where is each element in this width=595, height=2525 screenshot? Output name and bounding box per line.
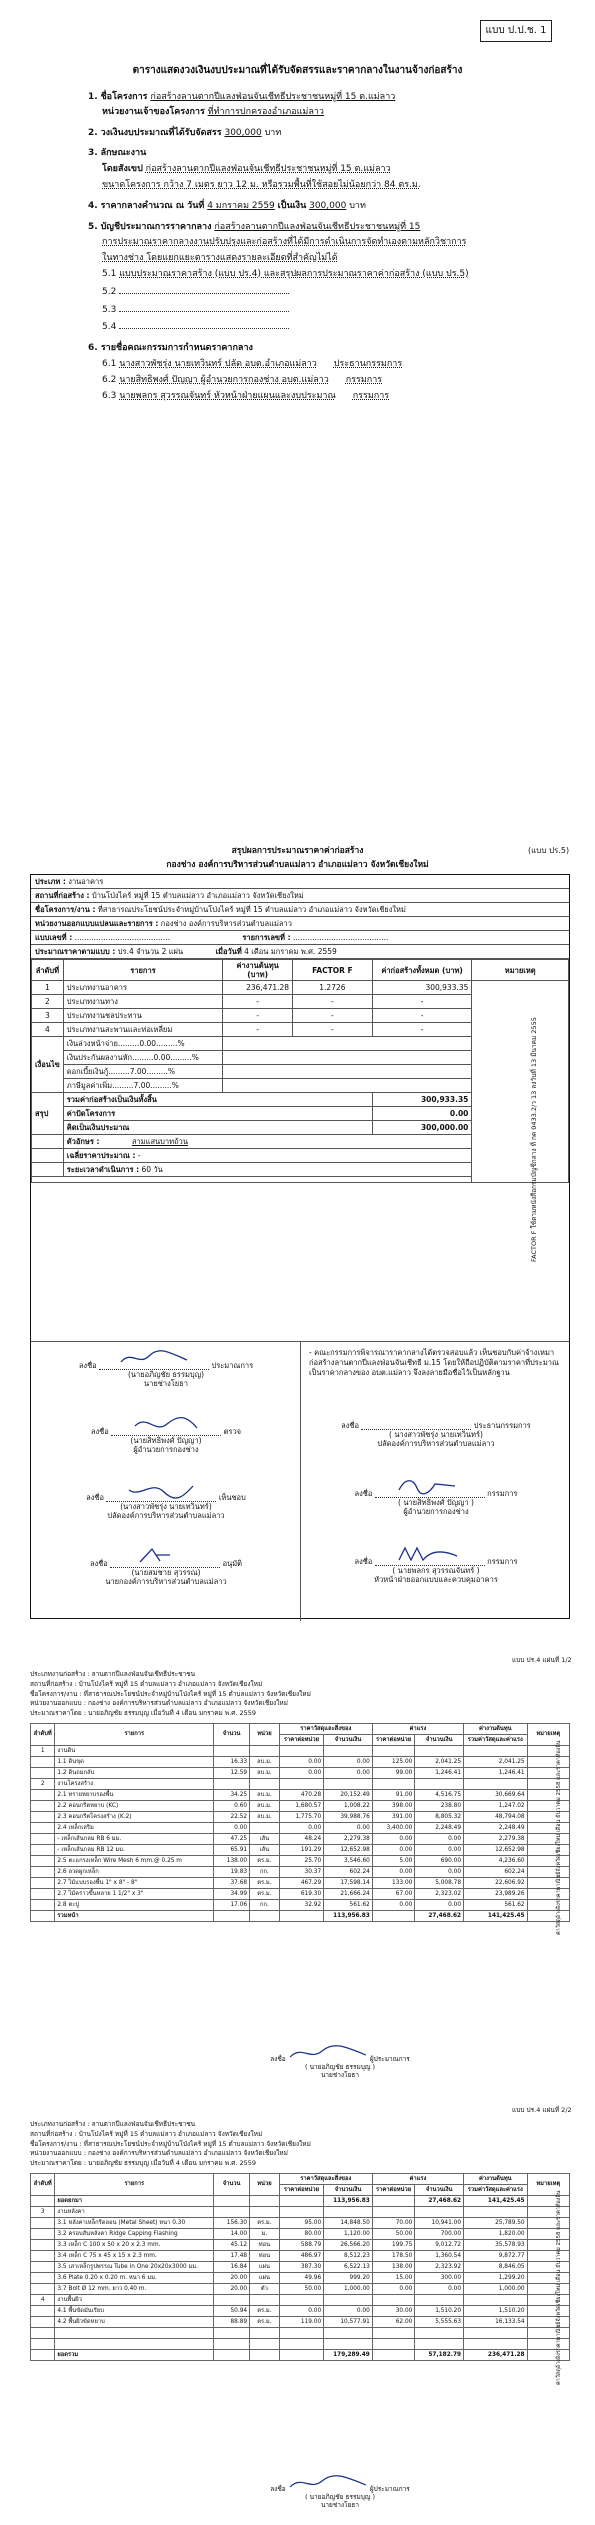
sub-line-5-1: 5.1 แบบประมาณราคาสร้าง (แบบ ปร.4) และสรุปผลการประมาณราคาค่าก่อสร้าง (แบบ ปร.5) xyxy=(102,268,469,279)
item-price-list: 5. บัญชีประมาณการราคากลาง ก่อสร้างลานตากปีแลงฟ่อนจันเชีทธีประชาชนหมู่ที่ 15 การประมาณราคากลางงานปรับปรุงและก่อสร้างที่ได้มีการดำเนินการจัดทำเองตามหลักวิชาการ ในทางช่าง โดยแยกแยะตารางแสดงรายละเอียดที่สำคัญไม่ได้ 5.1 แบบประมาณราคาสร้าง (แบบ ปร.4) และสรุปผลการประมาณราคาค่าก่อสร้าง (แบบ ปร.5) 5.2 5.3 5.4 xyxy=(88,222,563,334)
page-4-form-pr4-sheet2 xyxy=(0,2095,595,2525)
summary-rounding-row: ค่าปัดโครงการ 0.00 xyxy=(32,1107,569,1121)
signatures-right xyxy=(301,1342,571,1621)
item-project-name: 1. ชื่อโครงการ ก่อสร้างลานตากปีแลงฟ่อนจันเชีทธีประชาชนหมู่ที่ 15 ต.แม่ลาว xyxy=(88,92,396,102)
row-drawing-no: แบบเลขที่ : ........................................ รายการเลขที่ : ........................................ xyxy=(31,931,569,945)
signature-scribble xyxy=(288,2045,368,2061)
table-row: 2.7 ไม้แบบรองพื้น 1" x 8" - 8" 37.68 ตร.ม. 467.29 17,598.14 133.00 5,008.78 22,606.92 xyxy=(31,1878,570,1889)
summary-form-box xyxy=(30,874,570,1619)
item-median-price: 4. ราคากลางคำนวณ ณ วันที่ 4 มกราคม 2559 เป็นเงิน 300,000 บาท xyxy=(88,200,366,211)
committee-member: 6.1 นางสาวพัชรุ่ง นายเทวินทร์ ปลัด อบต.อำเภอแม่ลาว ประธานกรรมการ xyxy=(102,358,403,369)
table-row: 3.1 หลังคาเหล็กรีดลอน (Metal Sheet) หนา 0.30 156.30 ตร.ม. 95.00 14,848.50 70.00 10,941.00 25,789.50 xyxy=(31,2218,570,2229)
table-row: 1.2 ดินถมกลับ 12.59 ลบ.ม. 0.00 0.00 99.00 1,246.41 1,246.41 xyxy=(31,1768,570,1779)
signature-block: ลงชื่อ ตรวจ (นายสิทธิพงศ์ ปัญญา) ผู้อำนวยการกองช่าง xyxy=(31,1422,301,1454)
bill-of-quantities-table: ลำดับที่ รายการ จำนวน หน่วย ราคาวัสดุและสิ่งของ ค่าแรง ค่างานต้นทุน หมายเหตุ ราคาต่อหน่วย จำนวนเงิน ราคาต่อหน่วย จำนวนเงิน รวมค่าวัสดุและค่าแรง 1 งานดิน 1.1 ดินขุด 16.33 ลบ.ม. 0.00 0.00 125.00 2,041.25 2,041.25 1.2 ดินถมกลับ 12.59 ลบ.ม. 0.00 0.00 99.00 1,246.41 1,246.41 2 งานโครงสร้าง 2.1 ทรายหยาบรองพื้น 34.25 ลบ.ม. 470.28 20,152.49 91.00 4,516.75 30,669.64 2.2 คอนกรีตหยาบ (KC) 0.60 ลบ.ม. 1,680.57 1,008.22 398.00 238.80 1,247.02 2.3 คอนกรีตโครงสร้าง (K.2) 22.52 ลบ.ม. 1,775.70 39,988.76 391.00 8,805.32 48,794.08 2.4 เหล็กเสริม 0.00 0.00 0.00 3,400.00 2,248.49 2,248.49 - เหล็กเส้นกลม RB 6 มม. 47.25 เส้น 48.24 2,279.38 0.00 0.00 2,279.38 - เหล็กเส้นกลม RB 12 มม. 65.91 เส้น 191.29 12,652.98 0.00 0.00 12,652.98 2.5 ตะแกรงเหล็ก Wire Mesh 6 mm.@ 0.25 m 138.00 ตร.ม. 25.70 3,546.60 5.00 690.00 4,236.60 2.6 ลวดผูกเหล็ก 19.83 กก. 30.37 602.24 0.00 0.00 602.24 2.7 ไม้แบบรองพื้น 1" x 8" - 8" 37.68 ตร.ม. 467.29 17,598.14 133.00 5,008.78 22,606.92 2.7 ไม้คร่าวขึ้นหลาย 1 1/2" x 3" 34.99 ตร.ม. 619.30 21,666.24 67.00 2,323.02 23,989.26 2.8 ตะปู 17.06 กก. 32.92 561.62 0.00 0.00 561.62 รวมหน้า 113,956.83 27,468.62 141,425.45 xyxy=(30,1723,570,1922)
duration-row: ระยะเวลาดำเนินการ : 60 วัน xyxy=(32,1163,569,1177)
signature-block: ลงชื่อ อนุมัติ (นายสมชาย สุวรรณ) นายกองค์การบริหารส่วนตำบลแม่ลาว xyxy=(31,1554,301,1586)
bq-body xyxy=(31,2196,570,2361)
table-row: 4.1 พื้นขัดมันเรียบ 50.94 ตร.ม. 0.00 0.00 30.00 1,510.20 1,510.20 xyxy=(31,2306,570,2317)
table-row: 4 ประเภทงานสะพานและท่อเหลี่ยม - - - xyxy=(32,1023,569,1037)
signature-area xyxy=(31,1341,569,1620)
table-row: 3.4 เหล็ก C 75 x 45 x 15 x 2.3 mm. 17.48 ท่อน 486.97 8,512.23 178.50 1,360.54 9,872.77 xyxy=(31,2251,570,2262)
table-row: 3.3 เหล็ก C 100 x 50 x 20 x 2.3 mm. 45.12 ท่อน 588.79 26,566.20 199.75 9,012.72 35,578.93 xyxy=(31,2240,570,2251)
signature-scribble xyxy=(395,1476,465,1496)
table-row: 4 งานพื้นผิว xyxy=(31,2295,570,2306)
table-row xyxy=(31,2328,570,2339)
signatures-left xyxy=(31,1342,301,1621)
table-row: 2.7 ไม้คร่าวขึ้นหลาย 1 1/2" x 3" 34.99 ตร.ม. 619.30 21,666.24 67.00 2,323.02 23,989.26 xyxy=(31,1889,570,1900)
table-row: 2 ประเภทงานทาง - - - xyxy=(32,995,569,1009)
table-row: 2.6 ลวดผูกเหล็ก 19.83 กก. 30.37 602.24 0.00 0.00 602.24 xyxy=(31,1867,570,1878)
committee-member: 6.2 นายสิทธิพงศ์ ปัญญา ผู้อำนวยการกองช่าง อบต.แม่ลาว กรรมการ xyxy=(102,374,383,385)
estimator-signature: ลงชื่อ ผู้ประมาณการ ( นายอภิญชัย ธรรมบุญ ) นายช่างโยธา xyxy=(240,2475,440,2509)
conditions-row: เงื่อนไข เงินล่วงหน้าจ่าย.........0.00.........% xyxy=(32,1037,569,1051)
item-budget: 2. วงเงินงบประมาณที่ได้รับจัดสรร 300,000 บาท xyxy=(88,127,282,138)
table-row: 2 งานโครงสร้าง xyxy=(31,1779,570,1790)
table-row: 3 งานหลังคา xyxy=(31,2207,570,2218)
signature-scribble xyxy=(395,1544,465,1564)
page-1-title: ตารางแสดงวงเงินงบประมาณที่ได้รับจัดสรรและราคากลางในงานจ้างก่อสร้าง xyxy=(132,65,463,76)
page-2-form-pr5 xyxy=(0,830,595,1645)
estimator-signature: ลงชื่อ ผู้ประมาณการ ( นายอภิญชัย ธรรมบุญ ) นายช่างโยธา xyxy=(240,2045,440,2079)
table-row: - เหล็กเส้นกลม RB 6 มม. 47.25 เส้น 48.24 2,279.38 0.00 0.00 2,279.38 xyxy=(31,1834,570,1845)
sub-line-5-4: 5.4 xyxy=(88,320,563,333)
table-row: 2.3 คอนกรีตโครงสร้าง (K.2) 22.52 ลบ.ม. 1,775.70 39,988.76 391.00 8,805.32 48,794.08 xyxy=(31,1812,570,1823)
form-code: แบบ ปร.4 แผ่นที่ 1/2 xyxy=(512,1656,572,1664)
signature-block: ลงชื่อ ประธานกรรมการ ( นางสาวพัชรุ่ง นายเทวินทร์) ปลัดองค์การบริหารส่วนตำบลแม่ลาว xyxy=(301,1416,571,1448)
signature-scribble xyxy=(288,2475,368,2491)
words-row: ตัวอักษร : สามแสนบาทถ้วน xyxy=(32,1135,569,1149)
item-committee: 6. รายชื่อคณะกรรมการกำหนดราคากลาง 6.1 นางสาวพัชรุ่ง นายเทวินทร์ ปลัด อบต.อำเภอแม่ลาว ประธานกรรมการ 6.2 นายสิทธิพงศ์ ปัญญา ผู้อำนวยการกองช่าง อบต.แม่ลาว กรรมการ 6.3 นายพลกร สุวรรณจันทร์ หัวหน้าฝ่ายแผนและงบประมาณ กรรมการ xyxy=(88,343,563,401)
committee-member: 6.3 นายพลกร สุวรรณจันทร์ หัวหน้าฝ่ายแผนและงบประมาณ กรรมการ xyxy=(102,390,390,401)
page-1-form-ppch1 xyxy=(0,0,595,830)
area-row: เฉลี่ยราคาประมาณ : - xyxy=(32,1149,569,1163)
signature-block: ลงชื่อ ประมาณการ (นายอภิญชัย ธรรมบุญ) นายช่างโยธา xyxy=(31,1356,301,1388)
table-row: 1 งานดิน xyxy=(31,1746,570,1757)
signature-block: ลงชื่อ เห็นชอบ (นางสาวพัชรุ่ง นายเทวินทร์) ปลัดองค์การบริหารส่วนตำบลแม่ลาว xyxy=(31,1488,301,1520)
row-estimate-form: ประมาณราคาตามแบบ : ปร.4 จำนวน 2 แผ่น เมื่อวันที่ 4 เดือน มกราคม พ.ศ. 2559 xyxy=(31,945,569,959)
bq-body xyxy=(31,1746,570,1922)
table-header-row: ลำดับที่ รายการ จำนวน หน่วย ราคาวัสดุและสิ่งของ ค่าแรง ค่างานต้นทุน หมายเหตุ xyxy=(31,1724,570,1735)
item-owner-agency: หน่วยงานเจ้าของโครงการ ที่ทำการปกครองอำเภอแม่ลาว xyxy=(102,106,324,117)
signature-block: ลงชื่อ กรรมการ ( นายสิทธิพงศ์ ปัญญา ) ผู้อำนวยการกองช่าง xyxy=(301,1484,571,1516)
table-row: - เหล็กเส้นกลม RB 12 มม. 65.91 เส้น 191.29 12,652.98 0.00 0.00 12,652.98 xyxy=(31,1845,570,1856)
form-code: (แบบ ปร.5) xyxy=(528,846,570,855)
table-row: 3.6 Plate 0.20 x 0.20 m. หนา 6 มม. 20.00 แผ่น 49.96 999.20 15.00 300.00 1,299.20 xyxy=(31,2273,570,2284)
item-work-nature: 3. ลักษณะงาน โดยสังเขป ก่อสร้างลานตากปีแลงฟ่อนจันเชีทธีประชาชนหมู่ที่ 15 ต.แม่ลาว ขนาดโครงการ กว้าง 7 เมตร ยาว 12 ม. หรือรวมพื้นที่ใช้สอยไม่น้อยกว่า 84 ตร.ม. xyxy=(88,148,421,190)
table-row: 2.8 ตะปู 17.06 กก. 32.92 561.62 0.00 0.00 561.62 xyxy=(31,1900,570,1911)
material-price-note: ค่าวัสดุอ้างอิงราคาพาณิชย์จังหวัดเชียงใหม่ เดือน ธันวาคม 2558 และราคาท้องถิ่น xyxy=(556,1740,562,1935)
table-row: รวมหน้า 113,956.83 27,468.62 141,425.45 xyxy=(31,1911,570,1922)
table-row: 3.5 เสาเหล็กรูปพรรณ Tube in One 20x20x3000 มม. 16.84 แผ่น 387.30 6,522.13 138.00 2,323.92 8,846.05 xyxy=(31,2262,570,2273)
row-location: สถานที่ก่อสร้าง : บ้านโป่งไคร้ หมู่ที่ 15 ตำบลแม่ลาว อำเภอแม่ลาว จังหวัดเชียงใหม่ xyxy=(31,889,569,903)
table-row: 2.5 ตะแกรงเหล็ก Wire Mesh 6 mm.@ 0.25 m 138.00 ตร.ม. 25.70 3,546.60 5.00 690.00 4,236.60 xyxy=(31,1856,570,1867)
sub-line-5-2: 5.2 xyxy=(88,285,563,298)
row-type: ประเภท : งานอาคาร xyxy=(31,875,569,889)
row-project: ชื่อโครงการ/งาน : ที่สาธารณประโยชน์ประจำหมู่บ้านโป่งไคร้ หมู่ที่ 15 ตำบลแม่ลาว อำเภอแม่ลาว จังหวัดเชียงใหม่ xyxy=(31,903,569,917)
bq-header: ประเภทงานก่อสร้าง : ลานตากปีแลงฟ่อนจันเชีทธีประชาชน สถานที่ก่อสร้าง : บ้านโป่งไคร้ หมู่ที่ 15 ตำบลแม่ลาว อำเภอแม่ลาว จังหวัดเชียงใหม่ ชื่อโครงการ/งาน : ที่สาธารณประโยชน์ประจำหมู่บ้านโป่งไคร้ หมู่ที่ 15 ตำบลแม่ลาว จังหวัดเชียงใหม่ หน่วยงานออกแบบ : กองช่าง องค์การบริหารส่วนตำบลแม่ลาว อำเภอแม่ลาว จังหวัดเชียงใหม่ ประมาณราคาโดย : นายอภิญชัย ธรรมบุญ เมื่อวันที่ 4 เดือน มกราคม พ.ศ. 2559 xyxy=(30,1670,311,1718)
table-row: 1 ประเภทงานอาคาร 236,471.28 1.2726 300,933.35 xyxy=(32,981,569,995)
table-row: ยอดรวม 179,289.49 57,182.79 236,471.28 xyxy=(31,2350,570,2361)
summary-final-row: คิดเป็นเงินประมาณ 300,000.00 xyxy=(32,1121,569,1135)
table-header-row: ลำดับที่ รายการ จำนวน หน่วย ราคาวัสดุและสิ่งของ ค่าแรง ค่างานต้นทุน หมายเหตุ xyxy=(31,2174,570,2185)
page-2-subtitle: กองช่าง องค์การบริหารส่วนตำบลแม่ลาว อำเภอแม่ลาว จังหวัดเชียงใหม่ xyxy=(166,860,429,870)
row-design-agency: หน่วยงานออกแบบแปลนและรายการ : กองช่าง องค์การบริหารส่วนตำบลแม่ลาว xyxy=(31,917,569,931)
form-code: แบบ ปร.4 แผ่นที่ 2/2 xyxy=(512,2106,572,2114)
sub-line-5-3: 5.3 xyxy=(88,303,563,316)
signature-scribble xyxy=(126,1480,196,1500)
page-3-form-pr4-sheet1 xyxy=(0,1645,595,2095)
table-row: 2.2 คอนกรีตหยาบ (KC) 0.60 ลบ.ม. 1,680.57 1,008.22 398.00 238.80 1,247.02 xyxy=(31,1801,570,1812)
signature-block: ลงชื่อ กรรมการ ( นายพลกร สุวรรณจันทร์ ) หัวหน้าฝ่ายออกแบบและควบคุมอาคาร xyxy=(301,1552,571,1584)
committee-approval-note: - คณะกรรมการพิจารณาราคากลางได้ตรวจสอบแล้ว เห็นชอบกับค่าจ้างเหมาก่อสร้างลานตากปีแลงฟ่อนจันเชีทธี ม.15 โดยให้ถือปฏิบัติตามราคาที่ประมาณเป็นราคากลางของ อบต.แม่ลาว จึงลงลายมือชื่อไว้เป็นหลักฐาน xyxy=(309,1348,559,1378)
table-row: 3 ประเภทงานชลประทาน - - - xyxy=(32,1009,569,1023)
table-row: 4.2 พื้นผิวขัดหยาบ 88.89 ตร.ม. 119.00 10,577.91 62.00 5,555.63 16,133.54 xyxy=(31,2317,570,2328)
summary-total-row: สรุป รวมค่าก่อสร้างเป็นเงินทั้งสิ้น 300,933.35 xyxy=(32,1093,569,1107)
table-row: 3.2 ครอบสันหลังคา Ridge Capping Flashing 14.00 ม. 80.00 1,120.00 50.00 700.00 1,820.00 xyxy=(31,2229,570,2240)
table-row: 3.7 Bolt Ø 12 mm. ยาว 0.40 m. 20.00 ตัว 50.00 1,000.00 0.00 0.00 1,000.00 xyxy=(31,2284,570,2295)
factor-f-note: FACTOR F ใช้ตามหนังสือกรมบัญชีกลาง ที่ กค 0433.2/ว 13 ลงวันที่ 13 มีนาคม 2555 xyxy=(530,1017,538,1263)
table-row xyxy=(31,2339,570,2350)
bq-header: ประเภทงานก่อสร้าง : ลานตากปีแลงฟ่อนจันเชีทธีประชาชน สถานที่ก่อสร้าง : บ้านโป่งไคร้ หมู่ที่ 15 ตำบลแม่ลาว อำเภอแม่ลาว จังหวัดเชียงใหม่ ชื่อโครงการ/งาน : ที่สาธารณประโยชน์ประจำหมู่บ้านโป่งไคร้ หมู่ที่ 15 ตำบลแม่ลาว จังหวัดเชียงใหม่ หน่วยงานออกแบบ : กองช่าง องค์การบริหารส่วนตำบลแม่ลาว อำเภอแม่ลาว จังหวัดเชียงใหม่ ประมาณราคาโดย : นายอภิญชัย ธรรมบุญ เมื่อวันที่ 4 เดือน มกราคม พ.ศ. 2559 xyxy=(30,2120,311,2168)
table-row: 1.1 ดินขุด 16.33 ลบ.ม. 0.00 0.00 125.00 2,041.25 2,041.25 xyxy=(31,1757,570,1768)
signature-scribble xyxy=(131,1414,201,1434)
project-info-list xyxy=(88,92,563,411)
page-2-title: สรุปผลการประมาณราคาค่าก่อสร้าง xyxy=(231,846,364,856)
table-row: 2.1 ทรายหยาบรองพื้น 34.25 ลบ.ม. 470.28 20,152.49 91.00 4,516.75 30,669.64 xyxy=(31,1790,570,1801)
signature-scribble xyxy=(119,1348,189,1368)
signature-scribble xyxy=(130,1546,200,1566)
table-row: 2.4 เหล็กเสริม 0.00 0.00 0.00 3,400.00 2,248.49 2,248.49 xyxy=(31,1823,570,1834)
form-number-badge: แบบ ป.ป.ช. 1 xyxy=(480,20,552,42)
material-price-note: ค่าวัสดุอ้างอิงราคาพาณิชย์จังหวัดเชียงใหม่ เดือน ธันวาคม 2558 และราคาท้องถิ่น xyxy=(556,2190,562,2385)
bill-of-quantities-table: ลำดับที่ รายการ จำนวน หน่วย ราคาวัสดุและสิ่งของ ค่าแรง ค่างานต้นทุน หมายเหตุ ราคาต่อหน่วย จำนวนเงิน ราคาต่อหน่วย จำนวนเงิน รวมค่าวัสดุและค่าแรง ยอดยกมา 113,956.83 27,468.62 141,425.45 3 งานหลังคา 3.1 หลังคาเหล็กรีดลอน (Metal Sheet) หนา 0.30 156.30 ตร.ม. 95.00 14,848.50 70.00 10,941.00 25,789.50 3.2 ครอบสันหลังคา Ridge Capping Flashing 14.00 ม. 80.00 1,120.00 50.00 700.00 1,820.00 3.3 เหล็ก C 100 x 50 x 20 x 2.3 mm. 45.12 ท่อน 588.79 26,566.20 199.75 9,012.72 35,578.93 3.4 เหล็ก C 75 x 45 x 15 x 2.3 mm. 17.48 ท่อน 486.97 8,512.23 178.50 1,360.54 9,872.77 3.5 เสาเหล็กรูปพรรณ Tube in One 20x20x3000 มม. 16.84 แผ่น 387.30 6,522.13 138.00 2,323.92 8,846.05 3.6 Plate 0.20 x 0.20 m. หนา 6 มม. 20.00 แผ่น 49.96 999.20 15.00 300.00 1,299.20 3.7 Bolt Ø 12 mm. ยาว 0.40 m. 20.00 ตัว 50.00 1,000.00 0.00 0.00 1,000.00 4 งานพื้นผิว 4.1 พื้นขัดมันเรียบ 50.94 ตร.ม. 0.00 0.00 30.00 1,510.20 1,510.20 4.2 พื้นผิวขัดหยาบ 88.89 ตร.ม. 119.00 10,577.91 62.00 5,555.63 16,133.54 ยอดรวม 179,289.49 57,182.79 236,471.28 xyxy=(30,2173,570,2361)
estimate-summary-table: ลำดับที่ รายการ ค่างานต้นทุน (บาท) FACTOR F ค่าก่อสร้างทั้งหมด (บาท) หมายเหตุ 1 ประเภทงานอาคาร 236,471.28 1.2726 300,933.35 2 ประเภทงานทาง - - - 3 ประเภทงานชลประทาน - - - 4 ประเภทงานสะพานและท่อเหลี่ยม - - - เงื่อนไข เงินล่วงหน้าจ่าย.........0.00.........% เงินประกันผลงานหัก.........0.00.........% ดอกเบี้ยเงินกู้.........7.00.........% ภาษีมูลค่าเพิ่ม.........7.00.........% สรุป รวมค่าก่อสร้างเป็นเงินทั้งสิ้น 300,933.35 ค่าปัดโครงการ 0.00 คิดเป็นเงินประมาณ 300,000.00 ตัวอักษร : สามแสนบาทถ้วน เฉลี่ยราคาประมาณ : - ระยะเวลาดำเนินการ : 60 วัน xyxy=(31,959,569,1183)
table-header-row: ลำดับที่ รายการ ค่างานต้นทุน (บาท) FACTOR F ค่าก่อสร้างทั้งหมด (บาท) หมายเหตุ xyxy=(32,960,569,981)
table-row: ยอดยกมา 113,956.83 27,468.62 141,425.45 xyxy=(31,2196,570,2207)
